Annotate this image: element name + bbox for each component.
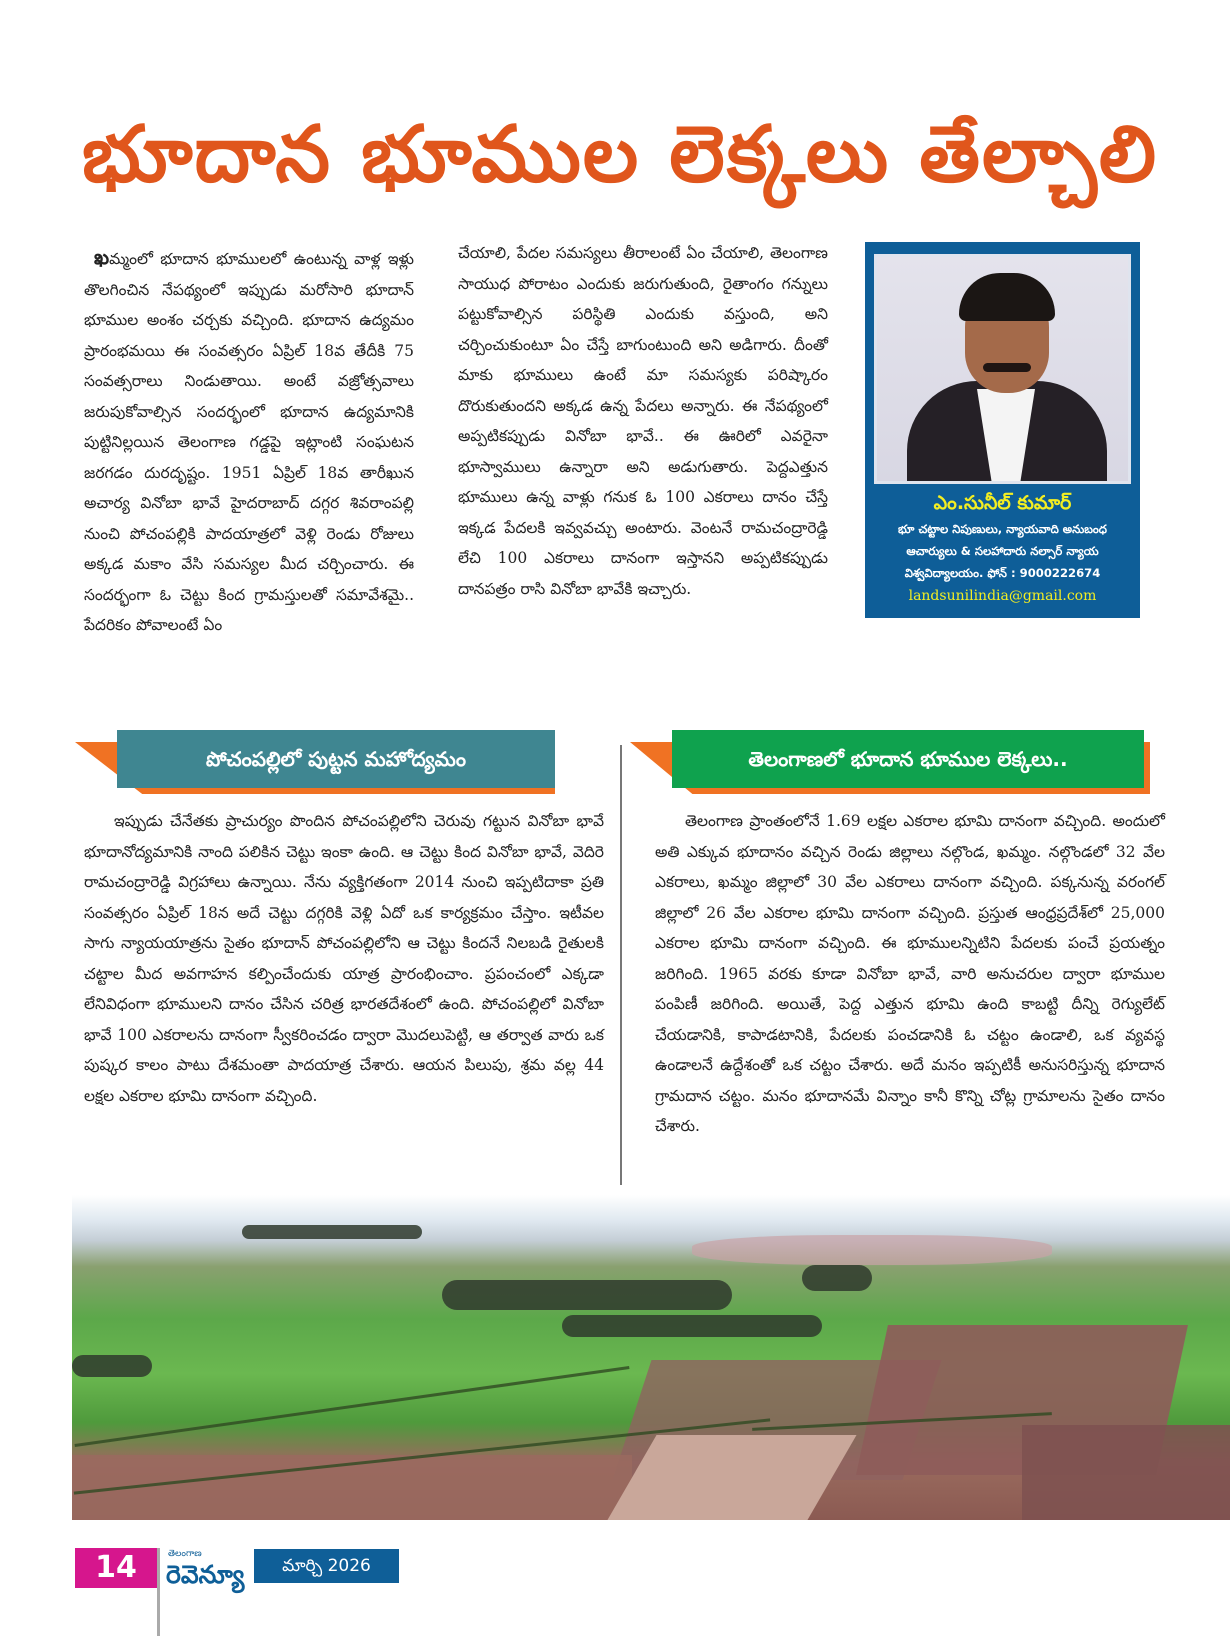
author-name: ఎం.సునీల్ కుమార్ (933, 492, 1072, 514)
author-photo (874, 254, 1131, 484)
intro-text-2: చేయాలి, పేదల సమస్యలు తీరాలంటే ఏం చేయాలి, తెలంగాణ సాయుధ పోరాటం ఎందుకు జరుగుతుంది, రైతాంగం గన్నులు పట్టుకోవాల్సిన పరిస్థితి ఎందుకు వస్తుంది, అని చర్చించుకుంటూ ఏం చేస్తే బాగుంటుంది అని అడిగారు. దీంతో మాకు భూములు ఉంటే మా సమస్యకు పరిష్కారం దొరుకుతుందని అక్కడ ఉన్న పేదలు అన్నారు. ఈ నేపథ్యంలో అప్పటికప్పుడు వినోబా భావే.. ఈ ఊరిలో ఎవరైనా భూస్వాములు ఉన్నారా అని అడుగుతారు. పెద్దఎత్తున భూములు ఉన్న వాళ్లు గనుక ఓ 100 ఎకరాలు దానం చేస్తే ఇక్కడ పేదలకి ఇవ్వవచ్చు అంటారు. వెంటనే రామచంద్రారెడ్డి లేచి 100 ఎకరాలు దానంగా ఇస్తానని అప్పటికప్పుడు దానపత్రం రాసి వినోబా భావేకి ఇచ్చారు. (458, 244, 828, 598)
section-text: తెలంగాణ ప్రాంతంలోనే 1.69 లక్షల ఎకరాల భూమి దానంగా వచ్చింది. అందులో అతి ఎక్కువ భూదానం వచ్చిన రెండు జిల్లాలు నల్గొండ, ఖమ్మం. నల్గొండలో 32 వేల ఎకరాలు, ఖమ్మం జిల్లాలో 30 వేల ఎకరాలు దానంగా వచ్చింది. పక్కనున్న వరంగల్ జిల్లాలో 26 వేల ఎకరాల భూమి దానంగా వచ్చింది. ప్రస్తుత ఆంధ్రప్రదేశ్‌లో 25,000 ఎకరాల భూమి దానంగా వచ్చింది. ఈ భూములన్నిటిని పేదలకు పంచే ప్రయత్నం జరిగింది. 1965 వరకు కూడా వినోబా భావే, వారి అనుచరుల ద్వారా భూముల పంపిణీ జరిగింది. అయితే, పెద్ద ఎత్తున భూమి ఉంది కాబట్టి దీన్ని రెగ్యులేట్ చేయడానికి, కాపాడటానికి, పేదలకు పంచడానికి ఓ చట్టం ఉండాలి, ఒక వ్యవస్థ ఉండాలనే ఉద్దేశంతో ఒక చట్టం చేశారు. అదే మనం ఇప్పటికీ అనుసరిస్తున్న భూదాన గ్రామదాన చట్టం. మనం భూదానమే విన్నాం కానీ కొన్ని చోట్ల గ్రామాలను సైతం దానం చేశారు. (655, 812, 1165, 1135)
magazine-brand: రెవెన్యూ (166, 1560, 245, 1589)
section-title: పోచంపల్లిలో పుట్టన మహోద్యమం (117, 730, 555, 788)
section-banner-pochampally (75, 730, 555, 794)
section-text: ఇప్పుడు చేనేతకు ప్రాచుర్యం పొందిన పోచంపల్లిలోని చెరువు గట్టున వినోబా భావే భూదానోద్యమానికి నాంది పలికిన చెట్టు ఇంకా ఉంది. ఆ చెట్టు కింద వినోబా భావే, వెదిరె రామచంద్రారెడ్డి విగ్రహాలు ఉన్నాయి. నేను వ్యక్తిగతంగా 2014 నుంచి ఇప్పటిదాకా ప్రతి సంవత్సరం ఏప్రిల్ 18న అదే చెట్టు దగ్గరికి వెళ్లి ఏదో ఒక కార్యక్రమం చేస్తాం. ఇటీవల సాగు న్యాయయాత్రను సైతం భూదాన్ పోచంపల్లిలోని ఆ చెట్టు కిందనే నిలబడి రైతులకి చట్టాల మీద అవగాహన కల్పించేందుకు యాత్ర ప్రారంభించాం. ప్రపంచంలో ఎక్కడా లేనివిధంగా భూములని దానం చేసిన చరిత్ర భారతదేశంలో ఉంది. పోచంపల్లిలో వినోబా భావే 100 ఎకరాలను దానంగా స్వీకరించడం ద్వారా మొదలుపెట్టి, ఆ తర్వాత వారు ఒక పుష్కర కాలం పాటు దేశమంతా పాదయాత్ర చేశారు. ఆయన పిలుపు, శ్రమ వల్ల 44 లక్షల ఎకరాల భూమి దానంగా వచ్చింది. (84, 812, 604, 1105)
author-description-line: విశ్వవిద్యాలయం. ఫోన్ : 9000222674 (904, 566, 1101, 580)
page-number: 14 (75, 1548, 157, 1588)
farmland-photo (72, 1195, 1230, 1520)
author-email-link[interactable]: landsunilindia@gmail.com (908, 588, 1097, 604)
section-title: తెలంగాణలో భూదాన భూముల లెక్కలు.. (672, 730, 1144, 788)
intro-column-2 (458, 238, 828, 604)
intro-column-1 (84, 242, 414, 641)
intro-text-1: మ్మంలో భూదాన భూములలో ఉంటున్న వాళ్ల ఇళ్లు తొలగించిన నేపథ్యంలో ఇప్పుడు మరోసారి భూదాన్ భూముల అంశం చర్చకు వచ్చింది. భూదాన ఉద్యమం ప్రారంభమయి ఈ సంవత్సరం ఏప్రిల్ 18వ తేదీకి 75 సంవత్సరాలు నిండుతాయి. అంటే వజ్రోత్సవాలు జరుపుకోవాల్సిన సందర్భంలో భూదాన ఉద్యమానికి పుట్టినిల్లయిన తెలంగాణ గడ్డపై ఇట్లాంటి సంఘటన జరగడం దురదృష్టం. 1951 ఏప్రిల్ 18వ తారీఖున అచార్య వినోబా భావే హైదరాబాద్ దగ్గర శివరాంపల్లి నుంచి పోచంపల్లికి పాదయాత్రలో వెళ్లి రెండు రోజులు అక్కడ మకాం వేసి సమస్యల మీద చర్చించారు. ఈ సందర్భంగా ఓ చెట్టు కింద గ్రామస్తులతో సమావేశమై.. పేదరికం పోవాలంటే ఏం (84, 250, 414, 634)
author-profile-box (865, 242, 1140, 618)
footer-divider (157, 1548, 160, 1636)
article-headline: భూదాన భూముల లెక్కలు తేల్చాలి (81, 110, 1159, 200)
author-description-line: భూ చట్టాల నిపుణులు, న్యాయవాది అనుబంధ (897, 522, 1107, 536)
issue-date: మార్చి 2026 (254, 1549, 399, 1583)
drop-cap: ఖ (94, 245, 110, 269)
magazine-brand-subtitle: తెలంగాణ (168, 1549, 202, 1559)
section-body-pochampally (84, 806, 604, 1111)
section-body-telangana (655, 806, 1165, 1142)
column-divider (620, 745, 622, 1185)
author-description-line: ఆచార్యులు & సలహాదారు నల్సార్ న్యాయ (906, 544, 1099, 558)
section-banner-telangana (630, 730, 1150, 794)
